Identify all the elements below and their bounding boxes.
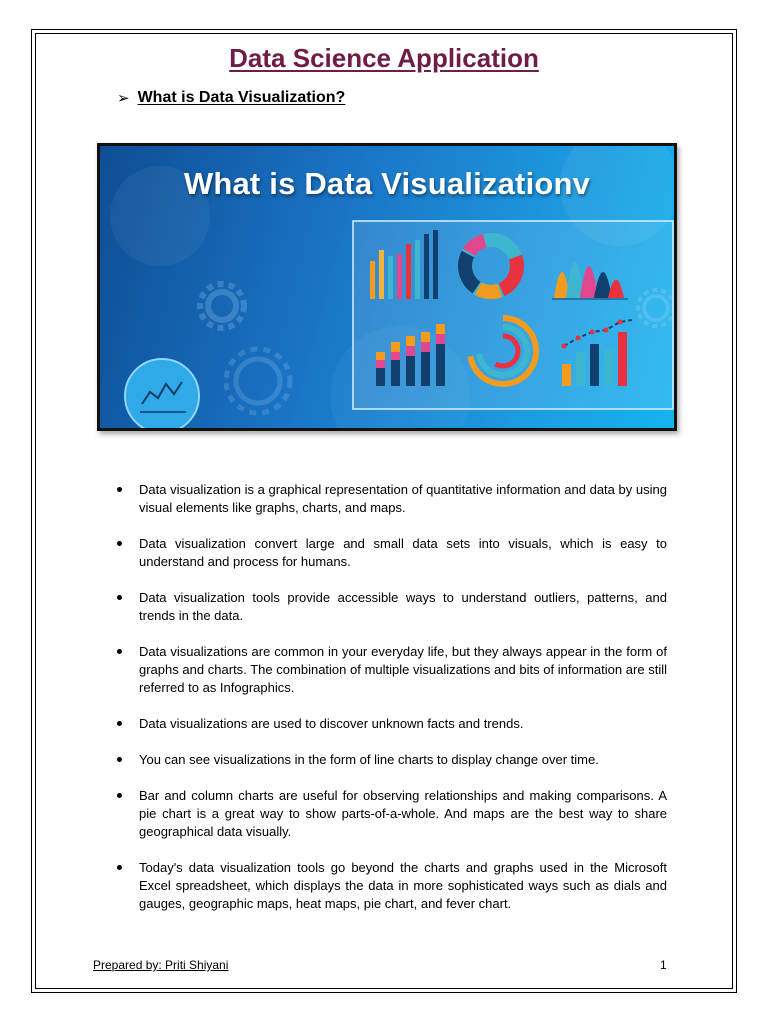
list-item: Data visualizations are used to discover unknown facts and trends. xyxy=(117,715,667,733)
list-item: You can see visualizations in the form of line charts to display change over time. xyxy=(117,751,667,769)
gear-icon xyxy=(226,349,290,413)
bullet-list xyxy=(117,481,667,931)
list-item: Bar and column charts are useful for observing relationships and making comparisons. A pie chart is a great way to show parts-of-a-whole. And maps are the best way to share geographical data visually. xyxy=(117,787,667,841)
section-heading xyxy=(117,89,345,107)
hero-image xyxy=(97,143,677,431)
footer-author: Prepared by: Priti Shiyani xyxy=(93,958,229,972)
section-heading-text: What is Data Visualization? xyxy=(137,89,346,106)
infographic-panel xyxy=(353,221,673,409)
page-number: 1 xyxy=(660,958,667,972)
arrow-bullet-icon: ➢ xyxy=(117,90,130,107)
list-item: Data visualizations are common in your everyday life, but they always appear in the form of graphs and charts. The combination of multiple visualizations and bits of information are still referred to as Infographics. xyxy=(117,643,667,697)
gear-icon xyxy=(200,284,244,328)
chart-logo-icon xyxy=(125,359,199,428)
hero-heading: What is Data Visualizationv xyxy=(183,166,591,201)
list-item: Today's data visualization tools go beyond the charts and graphs used in the Microsoft Excel spreadsheet, which displays the data in more sophisticated ways such as dials and gauges, geographic maps, heat maps, pie chart, and fever chart. xyxy=(117,859,667,913)
list-item: Data visualization tools provide accessible ways to understand outliers, patterns, and trends in the data. xyxy=(117,589,667,625)
list-item: Data visualization convert large and small data sets into visuals, which is easy to understand and process for humans. xyxy=(117,535,667,571)
list-item: Data visualization is a graphical representation of quantitative information and data by using visual elements like graphs, charts, and maps. xyxy=(117,481,667,517)
document-title: Data Science Application xyxy=(229,43,539,73)
